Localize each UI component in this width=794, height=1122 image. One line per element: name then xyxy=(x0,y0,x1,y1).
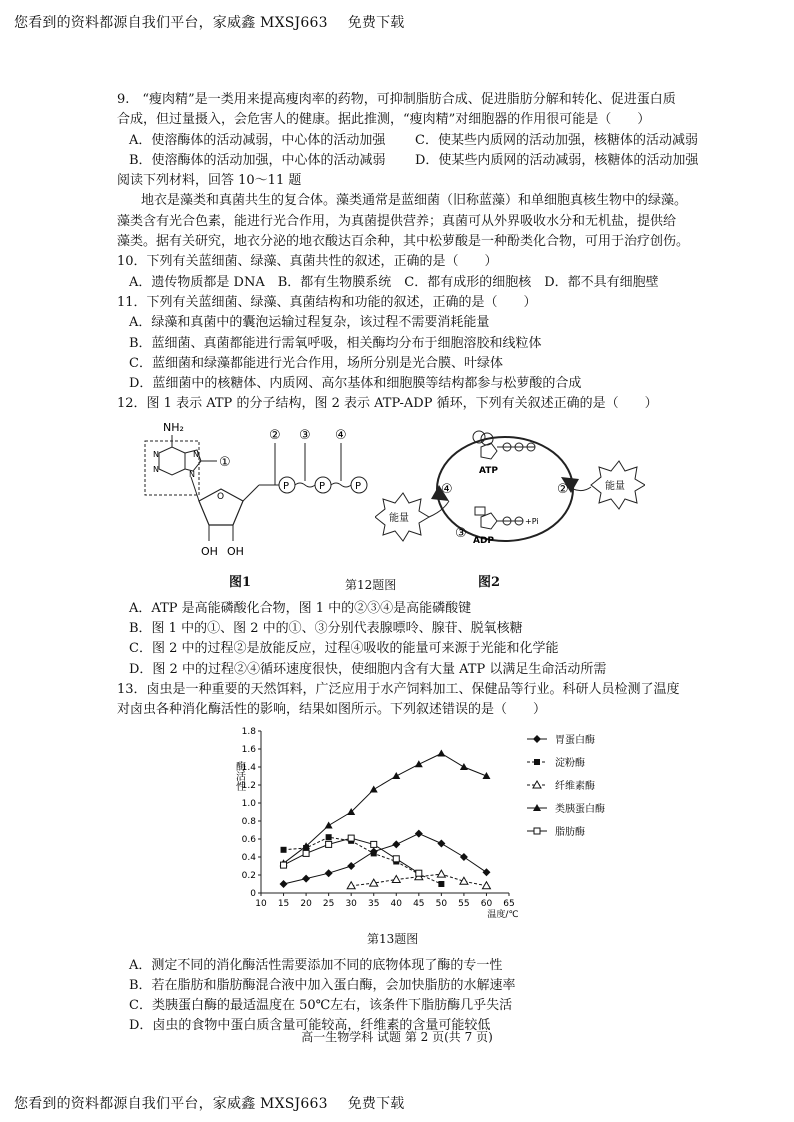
x-tick-label: 30 xyxy=(345,898,357,909)
reading-p3: 藻类。据有关研究，地衣分泌的地衣酸达百余种，其中松萝酸是一种酚类化合物，可用于治疗创伤。 xyxy=(117,234,690,250)
data-point xyxy=(392,875,400,882)
q9-options-row2 xyxy=(117,151,702,171)
top-banner xyxy=(14,12,405,32)
n-atom-4: N xyxy=(189,469,195,479)
data-point xyxy=(370,785,378,792)
x-tick-label: 55 xyxy=(458,898,470,909)
data-point xyxy=(438,881,444,887)
x-tick-label: 65 xyxy=(503,898,515,909)
atp-sugar-icon xyxy=(481,443,497,459)
x-tick-label: 20 xyxy=(300,898,312,909)
q11-option-b: B．蓝细菌、真菌都能进行需氧呼吸，相关酶均分布于细胞溶胶和线粒体 xyxy=(129,335,542,351)
q13-option-b: B．若在脂肪和脂肪酶混合液中加入蛋白酶，会加快脂肪的水解速率 xyxy=(129,977,516,993)
n-atom-3: N xyxy=(193,449,199,459)
legend-label: 胃蛋白酶 xyxy=(555,734,595,746)
data-point xyxy=(325,821,333,828)
y-tick-label: 0.8 xyxy=(241,816,256,827)
data-point xyxy=(348,835,354,841)
fig2-caption: 图2 xyxy=(478,574,501,590)
banner-text: 您看到的资料都源自我们平台，家威鑫 MXSJ663 xyxy=(14,15,328,31)
ring-oxygen: O xyxy=(217,491,225,502)
label-3: ③ xyxy=(299,427,311,443)
q9-option-b: B．使溶酶体的活动加强，中心体的活动减弱 xyxy=(129,152,386,168)
data-point xyxy=(281,862,287,868)
data-point xyxy=(347,862,355,870)
y-axis-label: 酶活性 xyxy=(233,760,245,791)
x-tick-label: 60 xyxy=(480,898,493,909)
data-point xyxy=(280,880,288,888)
cycle-label-4: ④ xyxy=(441,481,453,497)
cycle-label-2: ② xyxy=(557,481,569,497)
x-tick-label: 50 xyxy=(435,898,448,909)
adp-label: ADP xyxy=(473,535,495,546)
x-tick-label: 25 xyxy=(322,898,335,909)
enzyme-activity-chart xyxy=(227,725,697,930)
data-point xyxy=(415,829,423,837)
q9-option-d: D．使某些内质网的活动减弱，核糖体的活动加强 xyxy=(415,152,699,168)
data-point xyxy=(302,874,310,882)
label-1: ① xyxy=(219,454,231,470)
q12-figure xyxy=(117,417,702,595)
legend-label: 类胰蛋白酶 xyxy=(555,803,605,815)
adp-base-icon xyxy=(475,507,485,515)
y-tick-label: 1.2 xyxy=(241,780,256,791)
q12-option-a: A．ATP 是高能磷酸化合物，图 1 中的②③④是高能磷酸键 xyxy=(129,600,472,616)
data-point xyxy=(437,839,445,847)
y-tick-label: 0 xyxy=(250,888,256,899)
page-content xyxy=(117,90,702,1037)
q9-stem-line1: 9. “瘦肉精”是一类用来提高瘦肉率的药物，可抑制脂肪合成、促进脂肪分解和转化、促进蛋白质 xyxy=(117,92,676,107)
data-point xyxy=(460,853,468,861)
legend-marker xyxy=(534,828,540,834)
data-point xyxy=(326,841,332,847)
q10-stem: 10．下列有关蓝细菌、绿藻、真菌共性的叙述，正确的是（ ） xyxy=(117,254,498,270)
q11-stem: 11．下列有关蓝细菌、绿藻、真菌结构和功能的叙述，正确的是（ ） xyxy=(117,294,537,310)
q9-options-row1 xyxy=(117,131,702,151)
q9-option-c: C．使某些内质网的活动加强，核糖体的活动减弱 xyxy=(415,132,698,148)
q12-option-b: B．图 1 中的①、图 2 中的①、③分别代表腺嘌呤、腺苷、脱氧核糖 xyxy=(129,621,523,637)
legend-label: 脂肪酶 xyxy=(555,826,585,838)
data-point xyxy=(392,772,400,779)
q13-option-d: D．卤虫的食物中蛋白质含量可能较高，纤维素的含量可能较低 xyxy=(129,1018,491,1034)
q10-options: A．遗传物质都是 DNA B．都有生物膜系统 C．都有成形的细胞核 D．都不具有细胞壁 xyxy=(129,274,659,290)
q13-figure xyxy=(117,725,702,950)
series-line-1 xyxy=(284,833,487,883)
pi-label: +Pi xyxy=(525,516,539,526)
legend-label: 淀粉酶 xyxy=(555,757,585,769)
x-tick-label: 45 xyxy=(413,898,425,909)
y-tick-label: 1.4 xyxy=(241,762,256,773)
ch2-bond xyxy=(243,485,259,501)
legend-label: 纤维素酶 xyxy=(555,780,595,792)
atp-label: ATP xyxy=(479,465,499,476)
phosphate-1-label: P xyxy=(283,480,290,492)
data-point xyxy=(482,772,490,779)
y-tick-label: 1.0 xyxy=(241,798,256,809)
cycle-label-3: ③ xyxy=(455,525,467,541)
high-energy-bond-1 xyxy=(295,483,315,487)
page-footer: 高一生物学科 试题 第 2 页(共 7 页) xyxy=(301,1030,493,1044)
x-tick-label: 10 xyxy=(255,898,267,909)
energy-output-label: 能量 xyxy=(605,480,625,492)
phosphate-2-label: P xyxy=(319,480,326,492)
data-point xyxy=(482,881,490,888)
data-point xyxy=(303,850,309,856)
q11-option-d: D．蓝细菌中的核糖体、内质网、高尔基体和细胞膜等结构都参与松萝酸的合成 xyxy=(129,376,582,392)
data-point xyxy=(393,855,399,861)
q12-option-d: D．图 2 中的过程②④循环速度很快，使细胞内含有大量 ATP 以满足生命活动所需 xyxy=(129,661,607,677)
q13-figure-caption: 第13题图 xyxy=(367,931,419,946)
q13-option-a: A．测定不同的消化酶活性需要添加不同的底物体现了酶的专一性 xyxy=(129,957,503,973)
y-tick-label: 0.4 xyxy=(241,852,256,863)
y-tick-label: 1.6 xyxy=(241,744,256,755)
reading-p1: 地衣是藻类和真菌共生的复合体。藻类通常是蓝细菌（旧称蓝藻）和单细胞真核生物中的绿藻。 xyxy=(141,193,688,209)
n-atom-1: N xyxy=(153,449,159,459)
data-point xyxy=(325,869,333,877)
q9-stem-line2: 合成，但过量摄入，会危害人的健康。据此推测，“瘦肉精”对细胞器的作用很可能是（ ） xyxy=(117,112,651,128)
bottom-banner xyxy=(14,1093,405,1113)
y-tick-label: 0.2 xyxy=(241,870,256,881)
y-tick-label: 0.6 xyxy=(241,834,256,845)
q12-stem: 12．图 1 表示 ATP 的分子结构，图 2 表示 ATP-ADP 循环，下列有关叙述正确的是（ ） xyxy=(117,396,658,412)
high-energy-bond-2 xyxy=(331,483,351,487)
data-point xyxy=(281,846,287,852)
energy-input-label: 能量 xyxy=(389,512,409,524)
q11-option-a: A．绿藻和真菌中的囊泡运输过程复杂，该过程不需要消耗能量 xyxy=(129,315,490,331)
q12-figure-caption: 第12题图 xyxy=(345,577,397,592)
data-point xyxy=(371,850,377,856)
q11-option-c: C．蓝细菌和绿藻都能进行光合作用，场所分别是光合膜、叶绿体 xyxy=(129,355,503,371)
glycosidic-bond xyxy=(191,477,199,501)
n-atom-2: N xyxy=(153,464,159,474)
label-4: ④ xyxy=(335,427,347,443)
data-point xyxy=(392,840,400,848)
q12-option-c: C．图 2 中的过程②是放能反应，过程④吸收的能量可来源于光能和化学能 xyxy=(129,641,559,657)
data-point xyxy=(416,870,422,876)
label-2: ② xyxy=(269,427,281,443)
data-point xyxy=(326,834,332,840)
data-point xyxy=(371,841,377,847)
data-point xyxy=(415,760,423,767)
x-axis-label: 温度/℃ xyxy=(487,909,519,920)
reading-intro: 阅读下列材料，回答 10～11 题 xyxy=(117,173,302,189)
q9-option-a: A．使溶酶体的活动减弱，中心体的活动加强 xyxy=(129,132,386,148)
q13-stem-line1: 13．卤虫是一种重要的天然饵料，广泛应用于水产饲料加工、保健品等行业。科研人员检测了温度 xyxy=(117,681,680,697)
energy-output-arrow xyxy=(573,487,591,491)
fig1-caption: 图1 xyxy=(229,574,252,590)
x-tick-label: 15 xyxy=(277,898,290,909)
atp-structure-diagram xyxy=(129,417,389,567)
atp-adp-cycle-diagram xyxy=(375,417,645,567)
y-tick-label: 1.8 xyxy=(241,726,256,737)
legend-marker xyxy=(533,735,541,743)
q13-option-c: C．类胰蛋白酶的最适温度在 50℃左右，该条件下脂肪酶几乎失活 xyxy=(129,998,513,1014)
banner-suffix: 免费下载 xyxy=(347,1096,405,1112)
data-point xyxy=(437,749,445,756)
reading-p2: 藻类含有光合色素，能进行光合作用，为真菌提供营养；真菌可从外界吸收水分和无机盐，提供给 xyxy=(117,213,677,229)
legend-marker xyxy=(534,759,540,765)
phosphate-3-label: P xyxy=(355,480,362,492)
data-point xyxy=(437,870,445,877)
data-point xyxy=(460,763,468,770)
adenine-ring-6 xyxy=(159,447,185,475)
banner-suffix: 免费下载 xyxy=(347,15,405,31)
banner-text: 您看到的资料都源自我们平台，家威鑫 MXSJ663 xyxy=(14,1096,328,1112)
x-tick-label: 40 xyxy=(390,898,402,909)
series-line-4 xyxy=(284,753,487,863)
nh2-label: NH₂ xyxy=(163,420,184,434)
x-tick-label: 35 xyxy=(368,898,380,909)
oh-label-2: OH xyxy=(227,544,244,558)
q13-stem-line2: 对卤虫各种消化酶活性的影响，结果如图所示。下列叙述错误的是（ ） xyxy=(117,702,547,718)
data-point xyxy=(482,868,490,876)
oh-label-1: OH xyxy=(201,544,218,558)
